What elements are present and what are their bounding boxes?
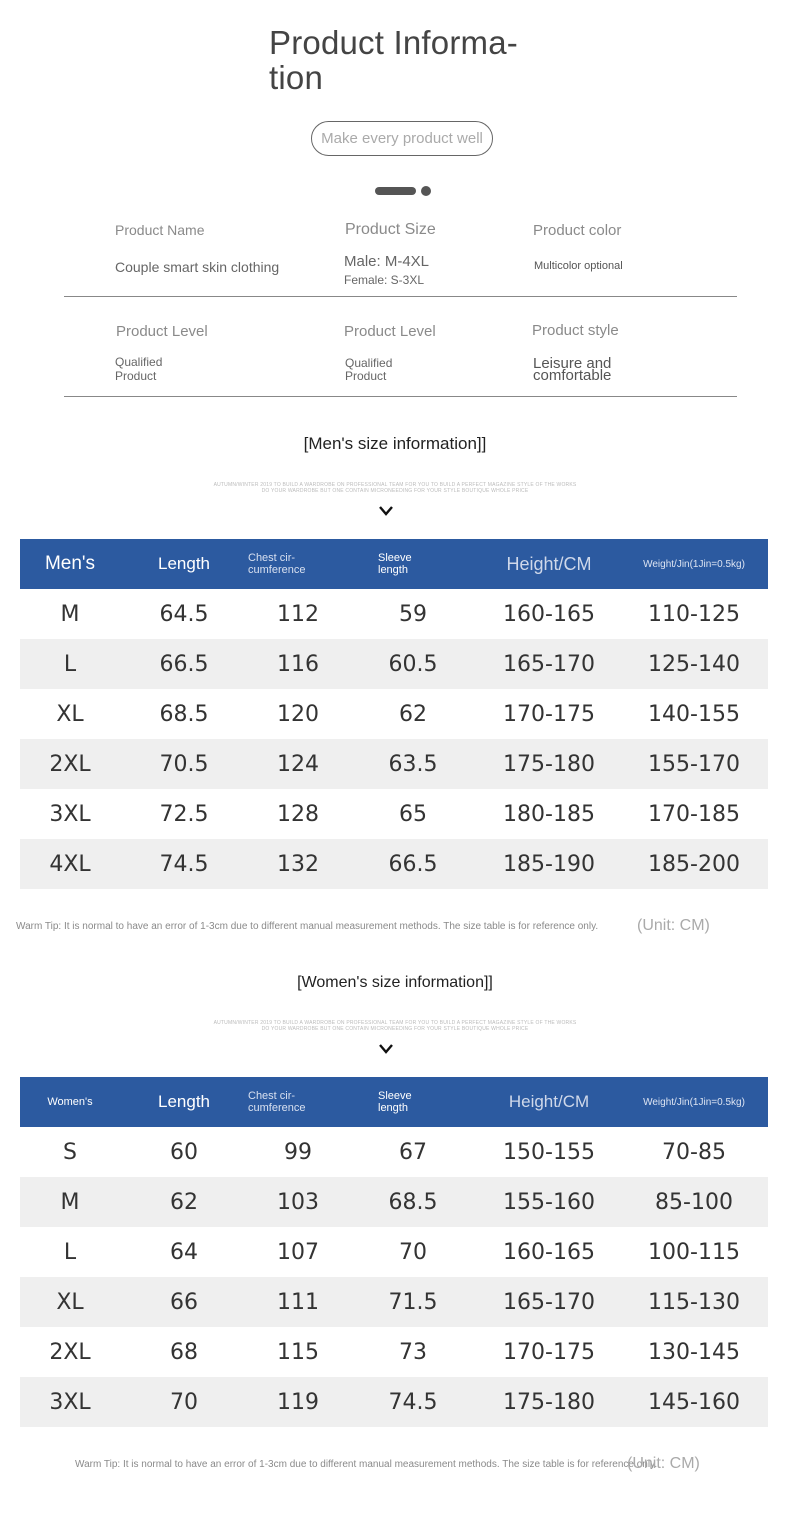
page-title: Product Informa- tion — [269, 24, 518, 96]
table-row — [20, 1327, 768, 1377]
col-header-size: Men's — [20, 539, 120, 589]
col-header-chest: Chest cir- cumference — [248, 1077, 348, 1127]
info-label-level-2: Product Level — [344, 323, 436, 340]
info-label-level: Product Level — [116, 323, 208, 340]
table-cell: 64 — [170, 1239, 198, 1265]
table-cell: 70 — [120, 1377, 248, 1427]
table-row — [20, 1277, 768, 1327]
info-label-size: Product Size — [345, 221, 436, 238]
table-cell: 160-165 — [503, 1239, 595, 1265]
info-value-style-a: Leisure and — [533, 355, 612, 372]
table-cell: 115 — [277, 1339, 319, 1365]
table-cell: 175-180 — [478, 739, 620, 789]
table-cell: 155-170 — [620, 739, 768, 789]
table-cell: 185-200 — [620, 839, 768, 889]
table-cell: 115-130 — [620, 1277, 768, 1327]
info-value-size-female: Female: S-3XL — [344, 273, 425, 287]
table-cell: XL — [20, 1277, 120, 1327]
mens-unit-label: (Unit: CM) — [637, 917, 710, 934]
col-header-height: Height/CM — [478, 1077, 620, 1127]
info-label-style: Product style — [532, 322, 619, 339]
table-cell: 124 — [248, 739, 348, 789]
womens-micro-text-1: AUTUMN/WINTER 2019 TO BUILD A WARDROBE ON PROFESSIONAL TEAM FOR YOU TO BUILD A PERFECT MAGAZINE STYLE OF THE WORKS — [213, 1020, 577, 1026]
divider — [64, 296, 737, 297]
col-header-sleeve: Sleeve length — [348, 1077, 478, 1127]
table-cell: 107 — [277, 1239, 319, 1265]
info-value-level-1a: Qualified — [115, 355, 163, 369]
table-cell: 74.5 — [348, 1377, 478, 1427]
table-header-row — [20, 539, 768, 589]
info-label-name: Product Name — [115, 222, 205, 238]
table-cell: 68.5 — [348, 1177, 478, 1227]
table-cell: M — [20, 1177, 120, 1227]
table-cell: 99 — [284, 1139, 312, 1165]
table-cell: 62 — [399, 701, 427, 727]
table-cell: 170-175 — [503, 1339, 595, 1365]
table-cell: 170-175 — [503, 701, 595, 727]
tagline-badge: Make every product well — [311, 121, 493, 156]
table-row — [20, 1377, 768, 1427]
chevron-down-icon — [378, 1042, 394, 1056]
col-header-weight: Weight/Jin(1Jin=0.5kg) — [620, 539, 768, 589]
divider — [64, 396, 737, 397]
table-cell: 3XL — [20, 1377, 120, 1427]
table-cell: 130-145 — [648, 1339, 740, 1365]
info-label-color: Product color — [533, 222, 622, 239]
womens-size-table — [20, 1077, 768, 1427]
table-cell: 110-125 — [648, 601, 740, 627]
table-cell: 116 — [248, 639, 348, 689]
table-cell: 59 — [399, 601, 427, 627]
table-cell: 70-85 — [662, 1139, 726, 1165]
col-header-length: Length — [120, 539, 248, 589]
table-cell: 112 — [277, 601, 319, 627]
table-cell: 128 — [277, 801, 319, 827]
table-cell: 125-140 — [620, 639, 768, 689]
table-row — [20, 1227, 768, 1277]
table-row — [20, 639, 768, 689]
table-cell: 66.5 — [120, 639, 248, 689]
info-value-level-2b: Product — [345, 369, 387, 383]
table-cell: 67 — [399, 1139, 427, 1165]
table-cell: 150-155 — [503, 1139, 595, 1165]
col-header-size: Women's — [20, 1077, 120, 1127]
table-cell: 74.5 — [120, 839, 248, 889]
table-cell: 66 — [120, 1277, 248, 1327]
table-row — [20, 789, 768, 839]
table-header-row — [20, 1077, 768, 1127]
col-header-height: Height/CM — [478, 539, 620, 589]
mens-section-title: [Men's size information]] — [303, 434, 487, 453]
table-cell: XL — [56, 701, 84, 727]
table-cell: 100-115 — [648, 1239, 740, 1265]
table-row — [20, 739, 768, 789]
decor-dot — [421, 186, 431, 196]
table-cell: 155-160 — [478, 1177, 620, 1227]
womens-unit-label: (Unit: CM) — [627, 1455, 700, 1472]
table-cell: 64.5 — [159, 601, 209, 627]
mens-size-table — [20, 539, 768, 889]
table-cell: 2XL — [20, 739, 120, 789]
table-cell: 165-170 — [478, 639, 620, 689]
col-header-weight: Weight/Jin(1Jin=0.5kg) — [620, 1077, 768, 1127]
table-cell: 170-185 — [648, 801, 740, 827]
mens-warm-tip: Warm Tip: It is normal to have an error of 1-3cm due to different manual measurement methods. The size table is for reference only. — [16, 921, 599, 932]
info-value-name: Couple smart skin clothing — [115, 259, 280, 275]
col-header-chest: Chest cir- cumference — [248, 539, 348, 589]
table-cell: 180-185 — [503, 801, 595, 827]
col-header-length: Length — [120, 1077, 248, 1127]
table-cell: 70.5 — [120, 739, 248, 789]
table-cell: 132 — [248, 839, 348, 889]
table-cell: 68 — [170, 1339, 198, 1365]
womens-section-title: [Women's size information]] — [297, 974, 493, 991]
table-cell: 3XL — [49, 801, 91, 827]
table-cell: 165-170 — [478, 1277, 620, 1327]
table-cell: 111 — [248, 1277, 348, 1327]
table-cell: 175-180 — [478, 1377, 620, 1427]
info-value-color: Multicolor optional — [534, 260, 623, 272]
table-cell: 85-100 — [620, 1177, 768, 1227]
table-cell: 103 — [248, 1177, 348, 1227]
table-cell: 72.5 — [159, 801, 209, 827]
table-cell: 60 — [170, 1139, 198, 1165]
table-cell: L — [20, 639, 120, 689]
chevron-down-icon — [378, 504, 394, 518]
mens-micro-text-1: AUTUMN/WINTER 2019 TO BUILD A WARDROBE ON PROFESSIONAL TEAM FOR YOU TO BUILD A PERFECT MAGAZINE STYLE OF THE WORKS — [213, 482, 577, 488]
table-cell: 4XL — [20, 839, 120, 889]
table-row — [20, 839, 768, 889]
table-cell: 65 — [399, 801, 427, 827]
table-row — [20, 1127, 768, 1177]
table-cell: S — [63, 1139, 77, 1165]
table-cell: 140-155 — [648, 701, 740, 727]
table-cell: 63.5 — [348, 739, 478, 789]
table-cell: L — [63, 1239, 77, 1265]
col-header-sleeve: Sleeve length — [348, 539, 478, 589]
table-cell: 145-160 — [620, 1377, 768, 1427]
womens-warm-tip: Warm Tip: It is normal to have an error of 1-3cm due to different manual measurement methods. The size table is for reference only. — [75, 1459, 658, 1470]
table-row — [20, 1177, 768, 1227]
table-cell: 160-165 — [503, 601, 595, 627]
table-cell: 60.5 — [348, 639, 478, 689]
table-cell: 68.5 — [159, 701, 209, 727]
table-row — [20, 589, 768, 639]
table-cell: 73 — [399, 1339, 427, 1365]
table-cell: 62 — [120, 1177, 248, 1227]
table-cell: 2XL — [49, 1339, 91, 1365]
decor-dash — [375, 187, 416, 195]
table-cell: 66.5 — [348, 839, 478, 889]
info-value-style-b: comfortable — [533, 367, 612, 384]
info-value-level-2a: Qualified — [345, 356, 393, 370]
info-value-level-1b: Product — [115, 369, 157, 383]
table-cell: M — [60, 601, 80, 627]
table-cell: 120 — [277, 701, 319, 727]
info-value-size-male: Male: M-4XL — [344, 253, 430, 270]
table-cell: 185-190 — [478, 839, 620, 889]
table-cell: 70 — [399, 1239, 427, 1265]
mens-micro-text-2: DO YOUR WARDROBE BUT ONE CONTAIN MICRONEEDING FOR YOUR STYLE BOUTIQUE WHOLE PRICE — [261, 488, 529, 494]
table-cell: 71.5 — [348, 1277, 478, 1327]
womens-micro-text-2: DO YOUR WARDROBE BUT ONE CONTAIN MICRONEEDING FOR YOUR STYLE BOUTIQUE WHOLE PRICE — [261, 1026, 529, 1032]
table-cell: 119 — [248, 1377, 348, 1427]
table-row — [20, 689, 768, 739]
